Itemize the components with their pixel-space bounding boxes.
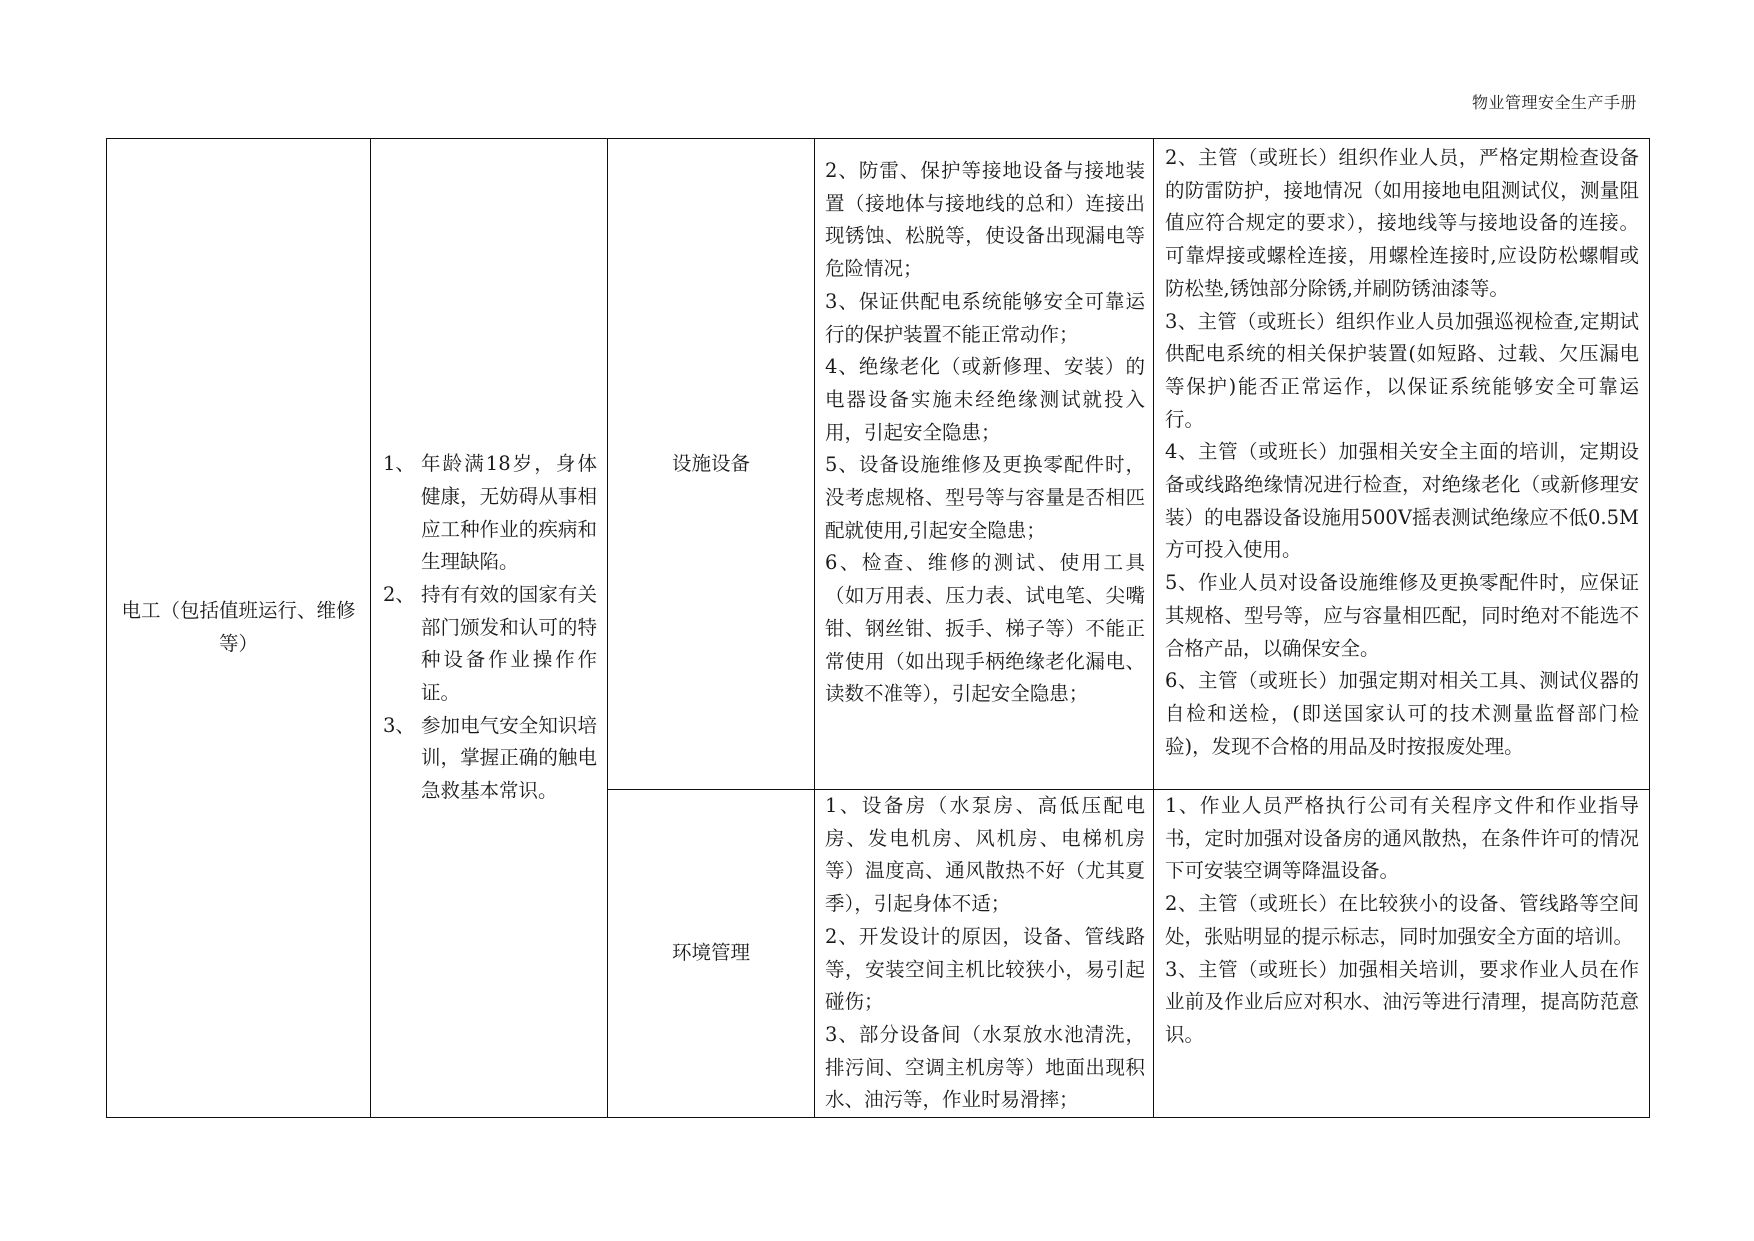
requirement-number: 2、 <box>383 582 415 606</box>
risk-item: 5、设备设施维修及更换零配件时，没考虑规格、型号等与容量是否相匹配就使用,引起安全隐患； <box>825 453 1145 542</box>
risks-cell <box>815 790 1154 1118</box>
requirement-number: 1、 <box>383 452 415 476</box>
requirement-text: 持有有效的国家有关部门颁发和认可的特种设备作业操作作证。 <box>421 582 597 705</box>
page-header-title: 物业管理安全生产手册 <box>1471 93 1637 112</box>
risk-item: 2、防雷、保护等接地设备与接地装置（接地体与接地线的总和）连接出现锈蚀、松脱等，使设备出现漏电等危险情况； <box>825 159 1145 281</box>
measures-cell <box>1154 139 1650 790</box>
requirement-item <box>383 579 597 710</box>
risk-item: 6、检查、维修的测试、使用工具（如万用表、压力表、试电笔、尖嘴钳、钢丝钳、扳手、梯子等）不能正常使用（如出现手柄绝缘老化漏电、读数不准等），引起安全隐患； <box>825 551 1145 706</box>
requirement-item <box>383 710 597 808</box>
measure-item: 3、主管（或班长）组织作业人员加强巡视检查,定期试供配电系统的相关保护装置(如短路、过载、欠压漏电等保护)能否正常运作，以保证系统能够安全可靠运行。 <box>1165 309 1639 431</box>
risk-item: 4、绝缘老化（或新修理、安装）的电器设备实施未经绝缘测试就投入用，引起安全隐患； <box>825 355 1145 444</box>
measure-item: 5、作业人员对设备设施维修及更换零配件时，应保证其规格、型号等，应与容量相匹配，同时绝对不能选不合格产品，以确保安全。 <box>1165 571 1639 660</box>
requirement-text: 参加电气安全知识培训，掌握正确的触电急救基本常识。 <box>421 713 597 803</box>
table-row <box>107 139 1650 790</box>
measure-item: 4、主管（或班长）加强相关安全主面的培训，定期设备或线路绝缘情况进行检查，对绝缘老化（或新修理安装）的电器设备设施用500V摇表测试绝缘应不低0.5M方可投入使用。 <box>1165 440 1639 562</box>
job-title: 电工（包括值班运行、维修等） <box>121 599 356 656</box>
category-cell <box>608 139 815 790</box>
measure-item: 6、主管（或班长）加强定期对相关工具、测试仪器的自检和送检，(即送国家认可的技术测量监督部门检验)，发现不合格的用品及时按报废处理。 <box>1165 669 1639 758</box>
requirement-number: 3、 <box>383 713 415 737</box>
measure-item: 2、主管（或班长）在比较狭小的设备、管线路等空间处，张贴明显的提示标志，同时加强安全方面的培训。 <box>1165 892 1639 948</box>
category-label: 环境管理 <box>671 941 750 965</box>
job-title-cell <box>107 139 371 1118</box>
risk-item: 1、设备房（水泵房、高低压配电房、发电机房、风机房、电梯机房等）温度高、通风散热不好（尤其夏季），引起身体不适； <box>825 794 1145 916</box>
category-cell <box>608 790 815 1118</box>
requirements-list <box>383 448 597 808</box>
category-label: 设施设备 <box>671 451 750 475</box>
risk-item: 2、开发设计的原因，设备、管线路等，安装空间主机比较狭小，易引起碰伤； <box>825 924 1145 1014</box>
measure-item: 2、主管（或班长）组织作业人员，严格定期检查设备的防雷防护，接地情况（如用接地电阻测试仪，测量阻值应符合规定的要求），接地线等与接地设备的连接。可靠焊接或螺栓连接，用螺栓连接时,应设防松螺帽或防松垫,锈蚀部分除锈,并刷防锈油漆等。 <box>1165 146 1639 300</box>
risk-item: 3、保证供配电系统能够安全可靠运行的保护装置不能正常动作； <box>825 289 1145 346</box>
requirements-cell <box>371 139 608 1118</box>
risks-cell <box>815 139 1154 790</box>
measure-item: 1、作业人员严格执行公司有关程序文件和作业指导书，定时加强对设备房的通风散热，在条件许可的情况下可安装空调等降温设备。 <box>1165 794 1639 883</box>
requirement-item <box>383 448 597 579</box>
safety-table <box>106 138 1650 1118</box>
measure-item: 3、主管（或班长）加强相关培训，要求作业人员在作业前及作业后应对积水、油污等进行清理，提高防范意识。 <box>1165 957 1639 1046</box>
requirement-text: 年龄满18岁，身体健康，无妨碍从事相应工种作业的疾病和生理缺陷。 <box>421 452 597 574</box>
measures-cell <box>1154 790 1650 1118</box>
risk-item: 3、部分设备间（水泵放水池清洗，排污间、空调主机房等）地面出现积水、油污等，作业时易滑摔； <box>825 1022 1145 1112</box>
